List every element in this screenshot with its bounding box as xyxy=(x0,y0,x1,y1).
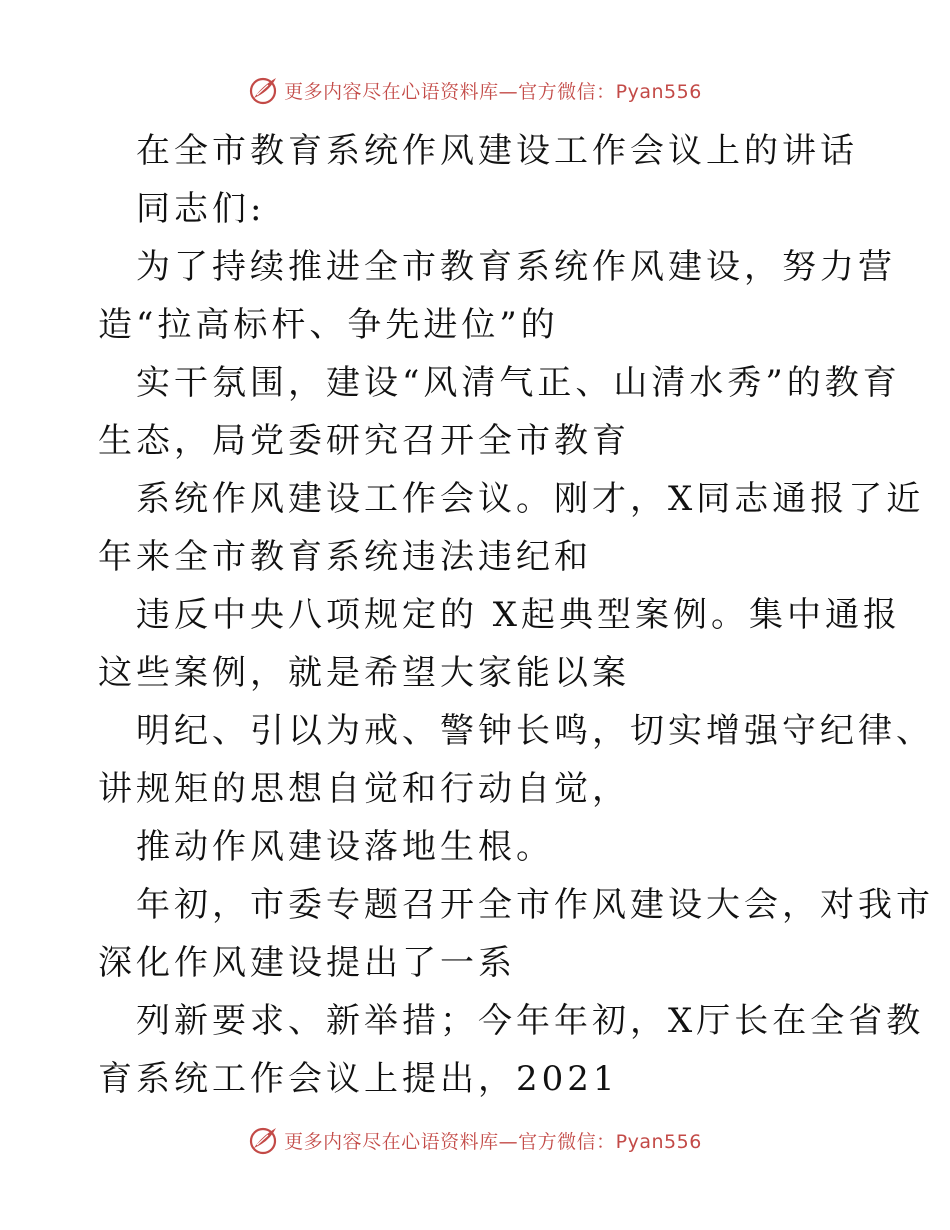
paragraph-line: 深化作风建设提出了一系 xyxy=(98,943,516,983)
document-title: 在全市教育系统作风建设工作会议上的讲话 xyxy=(136,131,858,171)
paragraph-line: 造“拉高标杆、争先进位”的 xyxy=(98,305,559,345)
paragraph-line: 列新要求、新举措；今年年初，X厅长在全省教 xyxy=(136,1001,925,1041)
quill-pen-logo-icon xyxy=(248,74,280,106)
salutation: 同志们: xyxy=(136,189,266,229)
paragraph-line: 讲规矩的思想自觉和行动自觉， xyxy=(98,769,630,809)
paragraph-line: 年初，市委专题召开全市作风建设大会，对我市 xyxy=(136,885,934,925)
header-watermark-text: 更多内容尽在心语资料库—官方微信：Pyan556 xyxy=(284,80,702,103)
paragraph-line: 系统作风建设工作会议。刚才，X同志通报了近 xyxy=(136,479,925,519)
paragraph-line: 生态，局党委研究召开全市教育 xyxy=(98,421,630,461)
paragraph-line: 实干氛围，建设“风清气正、山清水秀”的教育 xyxy=(136,363,901,403)
paragraph-line: 明纪、引以为戒、警钟长鸣，切实增强守纪律、 xyxy=(136,711,934,751)
paragraph-line: 为了持续推进全市教育系统作风建设，努力营 xyxy=(136,247,896,287)
document-body xyxy=(98,122,934,1108)
paragraph-line: 育系统工作会议上提出，2021 xyxy=(98,1059,619,1099)
paragraph-line: 年来全市教育系统违法违纪和 xyxy=(98,537,592,577)
quill-pen-logo-icon xyxy=(248,1124,280,1156)
footer-watermark xyxy=(0,1120,950,1160)
paragraph-line: 推动作风建设落地生根。 xyxy=(136,827,554,867)
paragraph-line: 这些案例，就是希望大家能以案 xyxy=(98,653,630,693)
footer-watermark-text: 更多内容尽在心语资料库—官方微信：Pyan556 xyxy=(284,1130,702,1153)
header-watermark xyxy=(0,70,950,110)
paragraph-line: 违反中央八项规定的 X起典型案例。集中通报 xyxy=(136,595,902,635)
